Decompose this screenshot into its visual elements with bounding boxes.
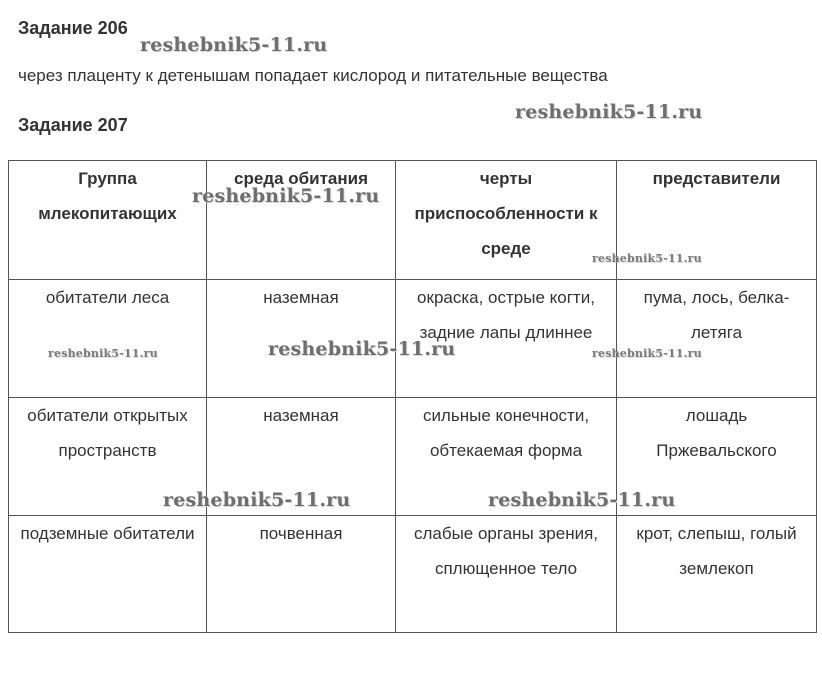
task-206-title: Задание 206 bbox=[18, 18, 128, 38]
watermark: reshebnik5-11.ru bbox=[592, 347, 702, 360]
watermark: reshebnik5-11.ru bbox=[515, 101, 703, 123]
table-row bbox=[9, 516, 817, 633]
cell-habitat: наземная bbox=[207, 398, 396, 516]
watermark: reshebnik5-11.ru bbox=[268, 338, 456, 360]
watermark: reshebnik5-11.ru bbox=[140, 34, 328, 56]
cell-group: обитатели открытых пространств bbox=[9, 398, 207, 516]
cell-group: обитатели леса bbox=[9, 280, 207, 398]
table-row bbox=[9, 398, 817, 516]
cell-adaptations: слабые органы зрения, сплющенное тело bbox=[396, 516, 617, 633]
header-group: Группа млекопитающих bbox=[9, 161, 207, 280]
task-207-title: Задание 207 bbox=[18, 115, 128, 135]
cell-representatives: пума, лось, белка-летяга bbox=[617, 280, 817, 398]
watermark: reshebnik5-11.ru bbox=[592, 252, 702, 265]
cell-adaptations: сильные конечности, обтекаемая форма bbox=[396, 398, 617, 516]
watermark: reshebnik5-11.ru bbox=[488, 489, 676, 511]
cell-habitat: наземная bbox=[207, 280, 396, 398]
table-header-row bbox=[9, 161, 817, 280]
cell-habitat: почвенная bbox=[207, 516, 396, 633]
watermark: reshebnik5-11.ru bbox=[48, 347, 158, 360]
cell-representatives: лошадь Пржевальского bbox=[617, 398, 817, 516]
watermark: reshebnik5-11.ru bbox=[163, 489, 351, 511]
table-row bbox=[9, 280, 817, 398]
cell-representatives: крот, слепыш, голый землекоп bbox=[617, 516, 817, 633]
cell-adaptations: окраска, острые когти, задние лапы длиннее bbox=[396, 280, 617, 398]
mammal-groups-table bbox=[8, 160, 817, 633]
header-adaptations: черты приспособленности к среде bbox=[396, 161, 617, 280]
watermark: reshebnik5-11.ru bbox=[192, 185, 380, 207]
task-206-answer: через плаценту к детенышам попадает кислород и питательные вещества bbox=[18, 66, 608, 85]
header-habitat: среда обитания bbox=[207, 161, 396, 280]
cell-group: подземные обитатели bbox=[9, 516, 207, 633]
header-representatives: представители bbox=[617, 161, 817, 280]
